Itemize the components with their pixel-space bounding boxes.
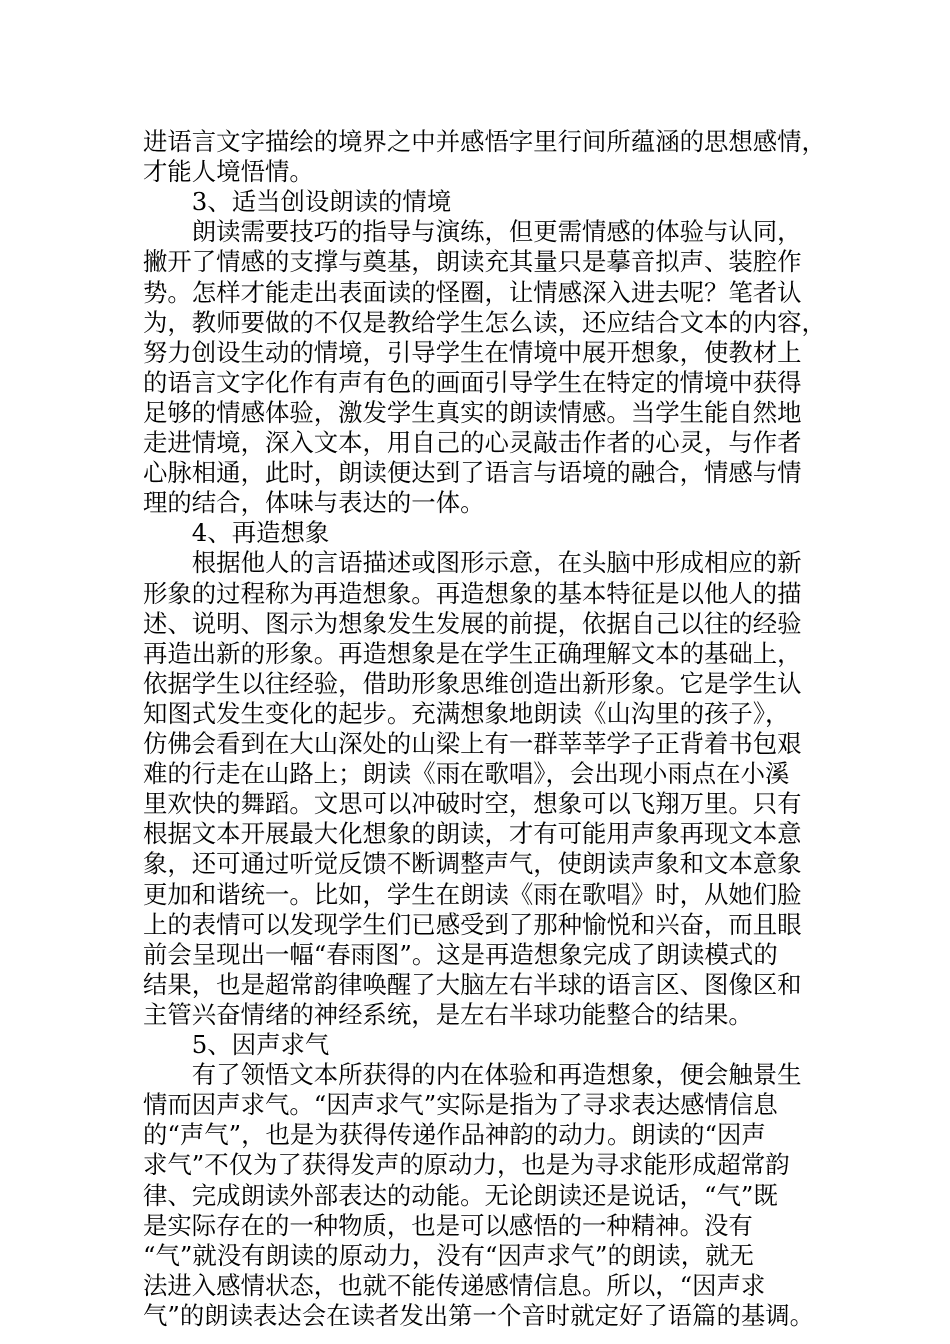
text-line: 势。怎样才能走出表面读的怪圈，让情感深入进去呢？笔者认 (143, 277, 802, 307)
text-line: 为，教师要做的不仅是教给学生怎么读，还应结合文本的内容， (143, 307, 826, 337)
text-line: 足够的情感体验，激发学生真实的朗读情感。当学生能自然地 (143, 397, 802, 427)
text-line: 气”的朗读表达会在读者发出第一个音时就定好了语篇的基调。 (143, 1300, 815, 1330)
text-line: 走进情境，深入文本，用自己的心灵敲击作者的心灵，与作者 (143, 428, 802, 457)
text-line: 的“声气”，也是为获得传递作品神韵的动力。朗读的“因声 (143, 1120, 766, 1150)
text-line: 是实际存在的一种物质，也是可以感悟的一种精神。没有 (143, 1210, 753, 1240)
text-line: 前会呈现出一幅“春雨图”。这是再造想象完成了朗读模式的 (143, 939, 778, 969)
text-line: 5、因声求气 (143, 1030, 330, 1059)
text-line: 理的结合，体味与表达的一体。 (143, 488, 485, 518)
text-line: 的语言文字化作有声有色的画面引导学生在特定的情境中获得 (143, 367, 802, 397)
text-line: 心脉相通，此时，朗读便达到了语言与语境的融合，情感与情 (143, 458, 802, 488)
text-line: 上的表情可以发现学生们已感受到了那种愉悦和兴奋，而且眼 (143, 909, 802, 939)
text-line: “气”就没有朗读的原动力，没有“因声求气”的朗读，就无 (143, 1240, 754, 1270)
text-line: 才能人境悟情。 (143, 157, 314, 187)
text-line: 情而因声求气。“因声求气”实际是指为了寻求表达感情信息 (143, 1090, 778, 1120)
text-line: 结果，也是超常韵律唤醒了大脑左右半球的语言区、图像区和 (143, 969, 802, 999)
text-line: 主管兴奋情绪的神经系统，是左右半球功能整合的结果。 (143, 999, 753, 1029)
text-line: 形象的过程称为再造想象。再造想象的基本特征是以他人的描 (143, 578, 802, 608)
text-line: 求气”不仅为了获得发声的原动力，也是为寻求能形成超常韵 (143, 1150, 790, 1180)
text-line: 更加和谐统一。比如，学生在朗读《雨在歌唱》时，从她们脸 (143, 879, 802, 909)
text-line: 再造出新的形象。再造想象是在学生正确理解文本的基础上， (143, 638, 802, 668)
text-line: 难的行走在山路上；朗读《雨在歌唱》，会出现小雨点在小溪 (143, 759, 790, 789)
text-line: 法进入感情状态，也就不能传递感情信息。所以，“因声求 (143, 1270, 766, 1300)
text-line: 4、再造想象 (143, 518, 330, 548)
text-line: 象，还可通过听觉反馈不断调整声气，使朗读声象和文本意象 (143, 849, 802, 879)
text-line: 根据文本开展最大化想象的朗读，才有可能用声象再现文本意 (143, 819, 802, 849)
text-line: 仿佛会看到在大山深处的山梁上有一群莘莘学子正背着书包艰 (143, 729, 802, 758)
text-line: 撇开了情感的支撑与奠基，朗读充其量只是摹音拟声、装腔作 (143, 247, 802, 277)
text-line: 里欢快的舞蹈。文思可以冲破时空，想象可以飞翔万里。只有 (143, 789, 802, 819)
text-line: 知图式发生变化的起步。充满想象地朗读《山沟里的孩子》， (143, 698, 790, 728)
text-line: 3、适当创设朗读的情境 (143, 187, 452, 217)
text-line: 律、完成朗读外部表达的动能。无论朗读还是说话，“气”既 (143, 1180, 778, 1210)
text-line: 根据他人的言语描述或图形示意，在头脑中形成相应的新 (143, 548, 802, 578)
text-line: 依据学生以往经验，借助形象思维创造出新形象。它是学生认 (143, 668, 802, 698)
text-line: 进语言文字描绘的境界之中并感悟字里行间所蕴涵的思想感情， (143, 127, 826, 156)
text-line: 述、说明、图示为想象发生发展的前提，依据自己以往的经验 (143, 608, 802, 638)
text-line: 朗读需要技巧的指导与演练，但更需情感的体验与认同， (143, 217, 802, 247)
text-line: 有了领悟文本所获得的内在体验和再造想象，便会触景生 (143, 1060, 802, 1090)
text-line: 努力创设生动的情境，引导学生在情境中展开想象，使教材上 (143, 337, 802, 367)
